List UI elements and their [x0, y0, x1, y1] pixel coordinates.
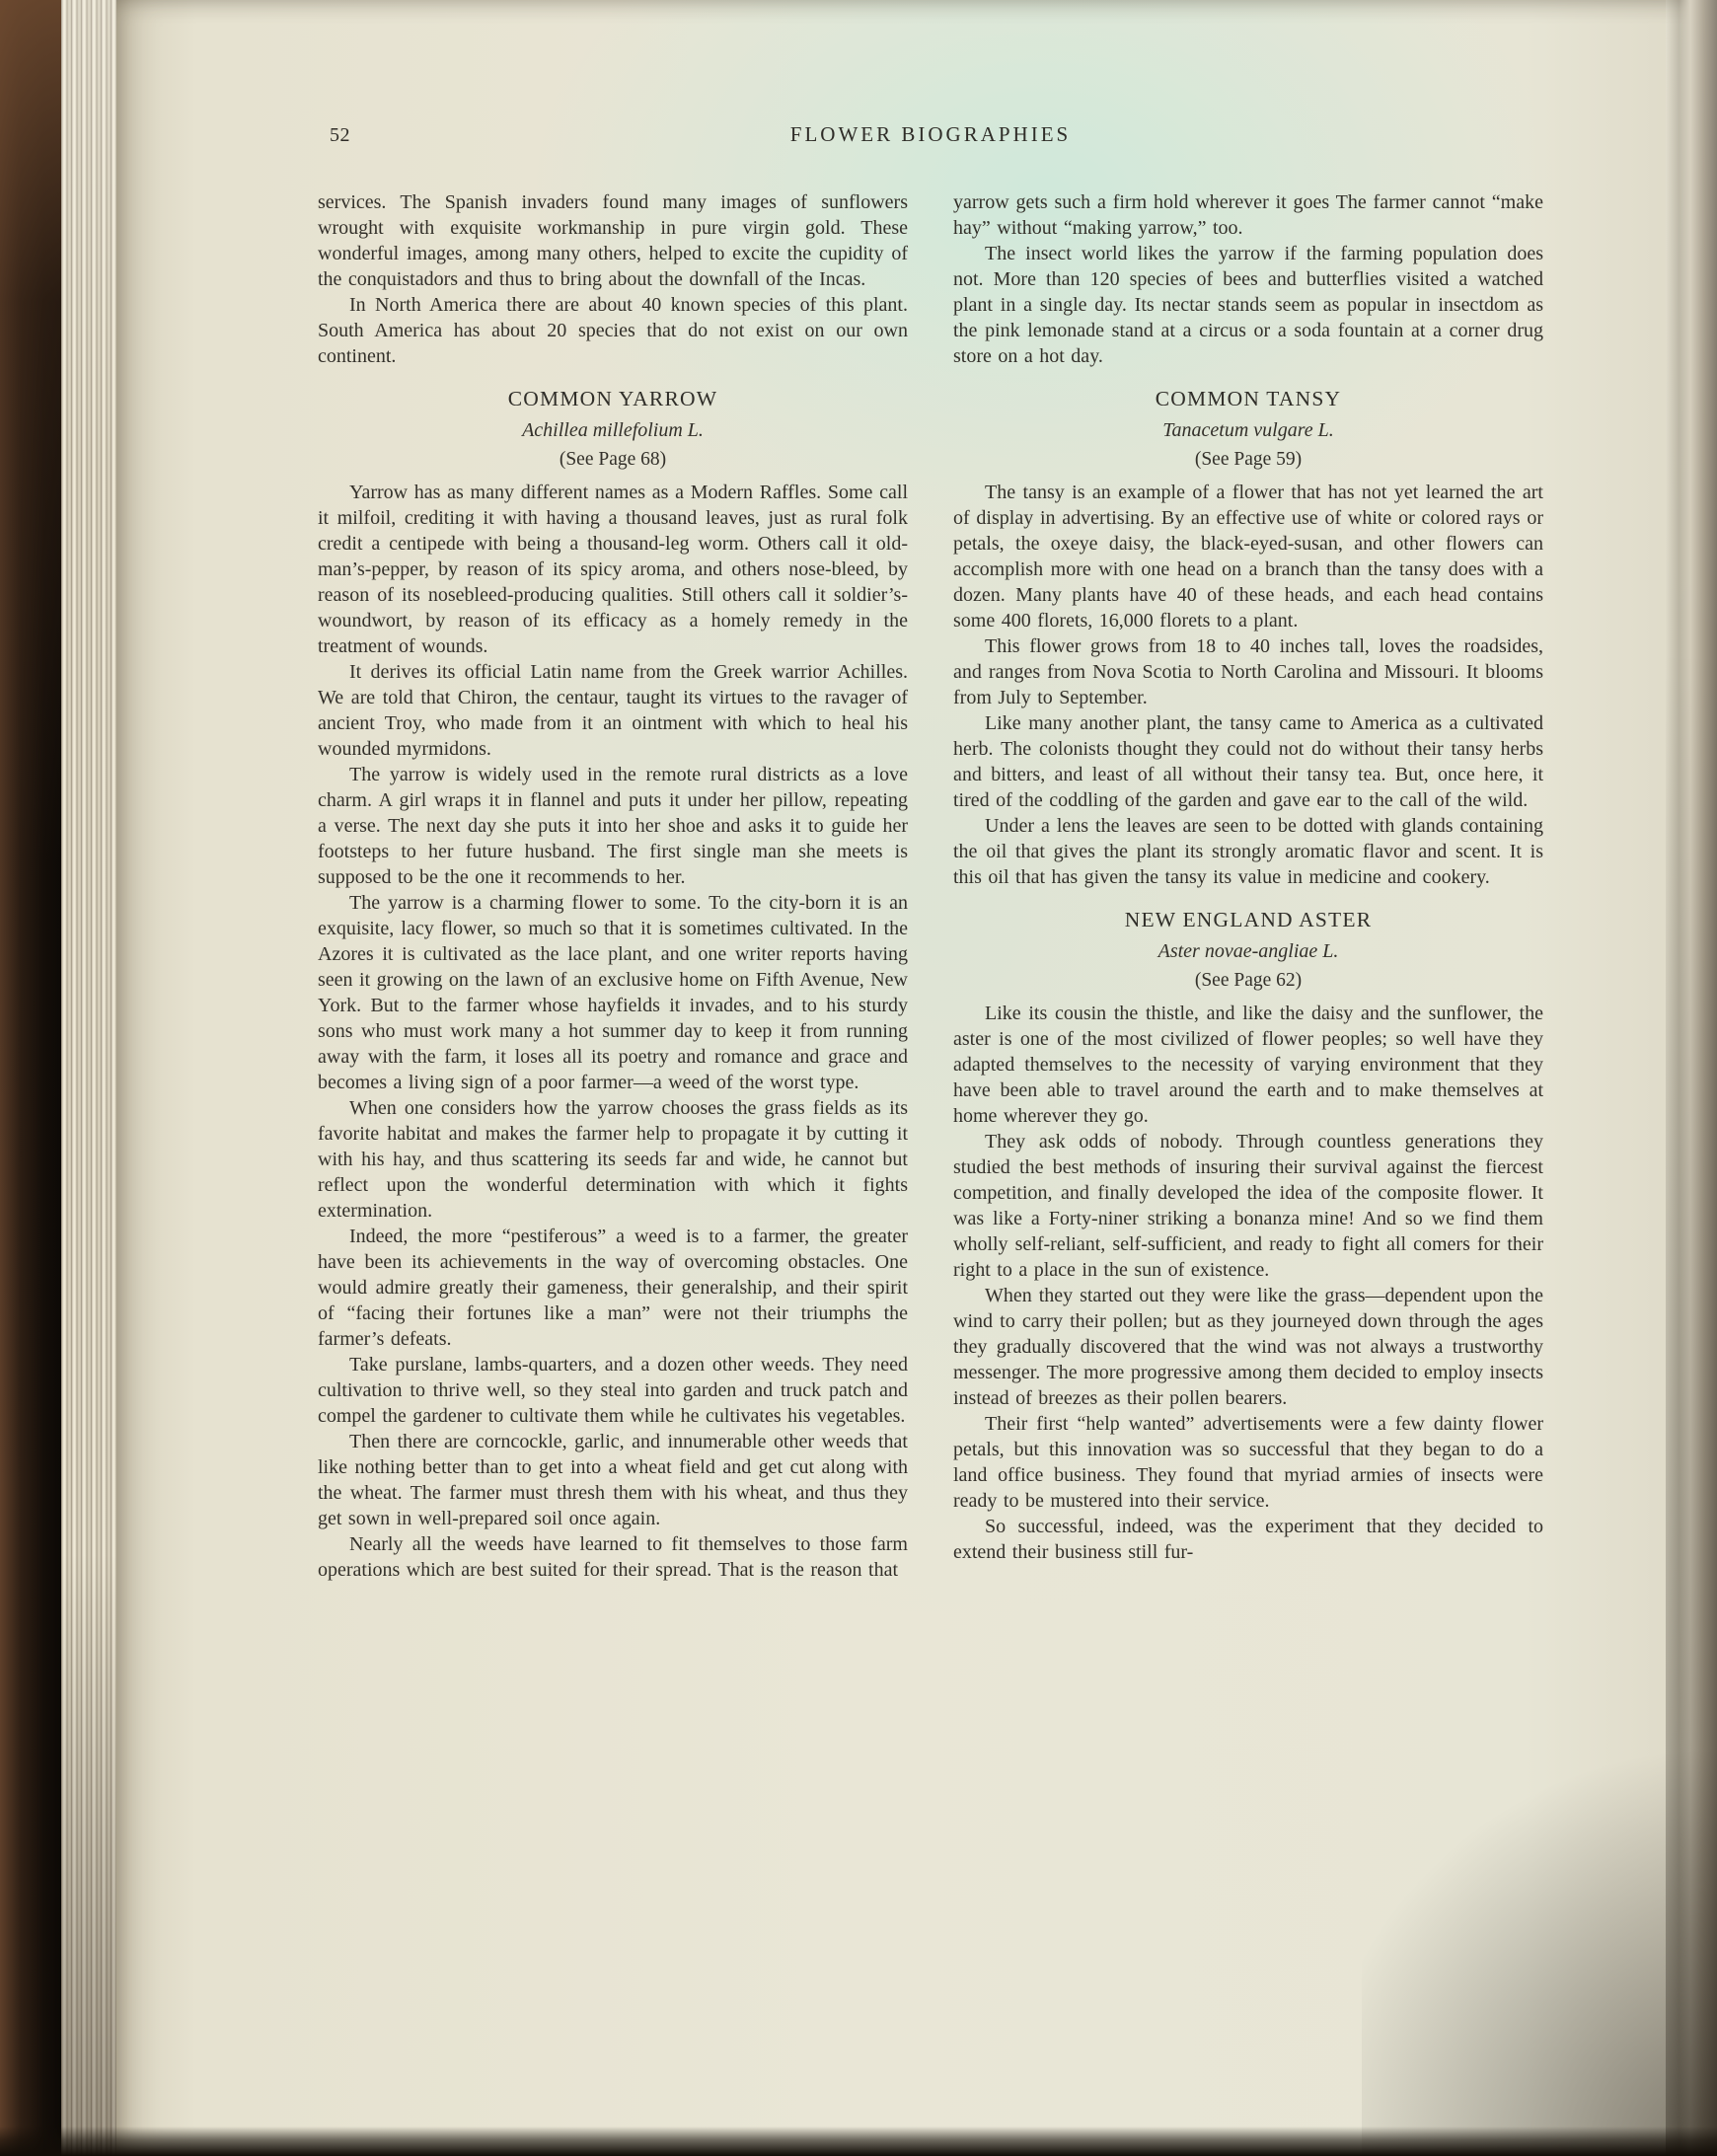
- section-heading: COMMON TANSY: [1155, 387, 1342, 410]
- see-page-reference: (See Page 62): [1194, 970, 1303, 991]
- running-head: FLOWER BIOGRAPHIES: [789, 122, 1072, 146]
- species-latin-name: Tanacetum vulgare L.: [1162, 419, 1334, 441]
- paragraph: The yarrow is widely used in the remote rural districts as a love charm. A girl wraps it in flannel and puts it under her pillow, repeating a verse. The next day she puts it into her shoe and asks it to guide her footsteps to her future husband. The first single man she meets is supposed to be the one it recommends to her.: [318, 764, 908, 888]
- see-page-reference: (See Page 59): [1194, 449, 1303, 470]
- paragraph: Under a lens the leaves are seen to be dotted with glands containing the oil that gives the plant its strongly aromatic flavor and scent. It is this oil that has given the tansy its value in medicine and cookery.: [953, 815, 1543, 888]
- paragraph: They ask odds of nobody. Through countless generations they studied the best methods of insuring their survival against the fiercest competition, and finally developed the idea of the composite flower. It was like a Forty-niner striking a bonanza mine! And so we find them wholly self-reliant, self-sufficient, and ready to fight all comers for their right to a place in the sun of existence.: [953, 1131, 1543, 1281]
- paragraph: It derives its official Latin name from the Greek warrior Achilles. We are told that Chiron, the centaur, taught its virtues to the ravager of ancient Troy, who made from it an ointment with which to heal his wounded myrmidons.: [318, 661, 908, 760]
- book-page: [116, 0, 1717, 2156]
- paragraph: The insect world likes the yarrow if the farming population does not. More than 120 species of bees and butterflies visited a watched plant in a single day. Its nectar stands seem as popular in insectdom as the pink lemonade stand at a circus or a soda fountain at a corner drug store on a hot day.: [953, 243, 1543, 367]
- paragraph: The tansy is an example of a flower that has not yet learned the art of display in advertising. By an effective use of white or colored rays or petals, the oxeye daisy, the black-eyed-susan, and other flowers can accomplish more with one head on a branch than the tansy does with a dozen. Many plants have 40 of these heads, and each head contains some 400 florets, 16,000 florets to a plant.: [953, 482, 1543, 632]
- paragraph: services. The Spanish invaders found many images of sunflowers wrought with exquisite workmanship in pure virgin gold. These wonderful images, among many others, helped to excite the cupidity of the conquistadors and thus to bring about the downfall of the Incas.: [318, 191, 908, 290]
- column-left: [318, 189, 908, 1583]
- species-latin-name: Achillea millefolium L.: [522, 419, 704, 441]
- page-number: 52: [330, 124, 350, 146]
- page-edge-stack: [61, 0, 116, 2156]
- column-right: [953, 189, 1543, 1565]
- paragraph: So successful, indeed, was the experiment that they decided to extend their business still fur-: [953, 1516, 1543, 1563]
- book-spine: [0, 0, 61, 2156]
- book-bottom-shadow: [0, 2126, 1717, 2156]
- section-heading: NEW ENGLAND ASTER: [1124, 908, 1373, 931]
- paragraph: Then there are corncockle, garlic, and innumerable other weeds that like nothing better than to get into a wheat field and get cut along with the wheat. The farmer must thresh them with his wheat, and thus they get sown in well-prepared soil once again.: [318, 1431, 908, 1529]
- paragraph: Their first “help wanted” advertisements were a few dainty flower petals, but this innovation was so successful that they began to do a land office business. They found that myriad armies of insects were ready to be mustered into their service.: [953, 1413, 1543, 1512]
- page-header: [318, 122, 1543, 156]
- paragraph: yarrow gets such a firm hold wherever it goes The farmer cannot “make hay” without “making yarrow,” too.: [953, 191, 1543, 239]
- paragraph: Take purslane, lambs-quarters, and a dozen other weeds. They need cultivation to thrive well, so they steal into garden and truck patch and compel the gardener to cultivate them while he cultivates his vegetables.: [318, 1354, 908, 1427]
- paragraph: Yarrow has as many different names as a Modern Raffles. Some call it milfoil, crediting it with having a thousand leaves, just as rural folk credit a centipede with being a thousand-leg worm. Others call it old-man’s-pepper, by reason of its spicy aroma, and others nose-bleed, by reason of its nosebleed-producing qualities. Still others call it soldier’s-woundwort, by reason of its efficacy as a homely remedy in the treatment of wounds.: [318, 482, 908, 657]
- see-page-reference: (See Page 68): [559, 449, 667, 470]
- paragraph: When one considers how the yarrow chooses the grass fields as its favorite habitat and makes the farmer help to propagate it by cutting it with his hay, and thus scattering its seeds far and wide, he cannot but reflect upon the wonderful determination with which it fights extermination.: [318, 1097, 908, 1222]
- paragraph: In North America there are about 40 known species of this plant. South America has about 20 species that do not exist on our own continent.: [318, 294, 908, 367]
- paragraph: Like its cousin the thistle, and like the daisy and the sunflower, the aster is one of the most civilized of flower peoples; so well have they adapted themselves to the necessity of varying environment that they have been able to travel around the earth and to make themselves at home wherever they go.: [953, 1003, 1543, 1127]
- section-heading: COMMON YARROW: [507, 387, 718, 410]
- species-latin-name: Aster novae-angliae L.: [1157, 940, 1339, 962]
- paragraph: The yarrow is a charming flower to some. To the city-born it is an exquisite, lacy flower, so much so that it is sometimes cultivated. In the Azores it is cultivated as the lace plant, and one writer reports having seen it growing on the lawn of an exclusive home on Fifth Avenue, New York. But to the farmer whose hayfields it invades, and to his sturdy sons who must work many a hot summer day to keep it from running away with the farm, it loses all its poetry and romance and grace and becomes a living sign of a poor farmer—a weed of the worst type.: [318, 892, 908, 1093]
- paragraph: This flower grows from 18 to 40 inches tall, loves the roadsides, and ranges from Nova Scotia to North Carolina and Missouri. It blooms from July to September.: [953, 635, 1543, 708]
- paragraph: Indeed, the more “pestiferous” a weed is to a farmer, the greater have been its achievements in the way of overcoming obstacles. One would admire greatly their gameness, their generalship, and their spirit of “facing their fortunes like a man” were not their triumphs the farmer’s defeats.: [318, 1226, 908, 1350]
- page-right-edge: [1666, 0, 1717, 2156]
- paragraph: When they started out they were like the grass—dependent upon the wind to carry their pollen; but as they journeyed down through the ages they gradually discovered that the wind was not always a trustworthy messenger. The more progressive among them decided to employ insects instead of breezes as their pollen bearers.: [953, 1285, 1543, 1409]
- paragraph: Like many another plant, the tansy came to America as a cultivated herb. The colonists thought they could not do without their tansy herbs and bitters, and least of all without their tansy tea. But, once here, it tired of the coddling of the garden and gave ear to the call of the wild.: [953, 712, 1543, 811]
- paragraph: Nearly all the weeds have learned to fit themselves to those farm operations which are best suited for their spread. That is the reason that: [318, 1533, 908, 1581]
